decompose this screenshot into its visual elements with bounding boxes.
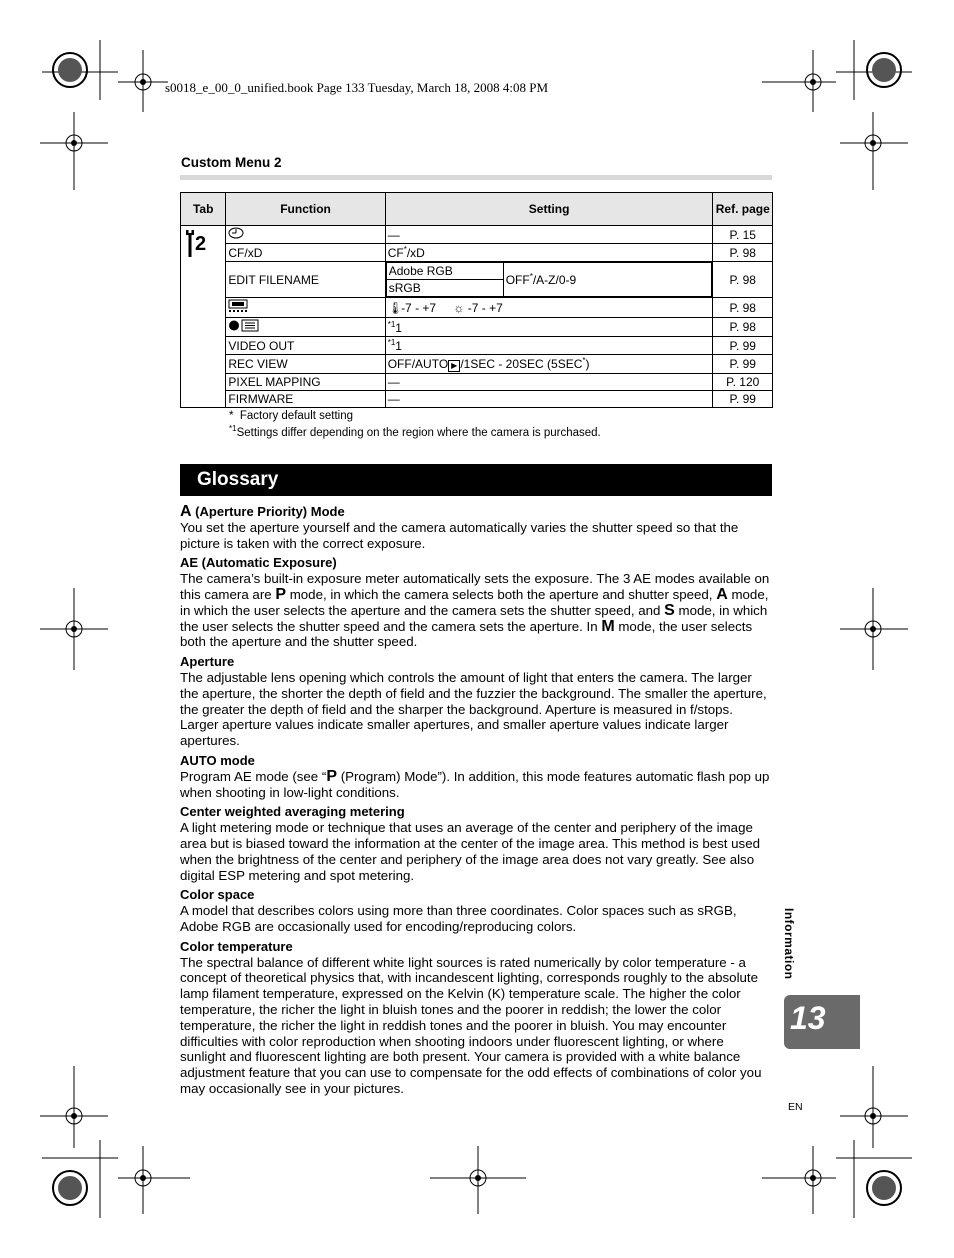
table-row: [181, 226, 773, 244]
setting-cell: [385, 355, 713, 374]
mode-letter: P: [275, 585, 287, 603]
glossary-definition: A model that describes colors using more than three coordinates. Color spaces such as sRGB, Adobe RGB are occasionally used for encoding/reproducing colors.: [180, 903, 737, 934]
setting-cell: [385, 244, 713, 262]
header-function: Function: [226, 193, 385, 226]
mode-letter: A: [716, 585, 728, 603]
header-ref-page: Ref. page: [713, 193, 773, 226]
setting-text: /xD: [406, 246, 425, 260]
glossary-term: AUTO mode: [180, 752, 255, 768]
table-row: [181, 337, 773, 355]
function-cell: VIDEO OUT: [226, 337, 385, 355]
ref-cell: P. 98: [713, 262, 773, 298]
region-note-mark: *1: [387, 338, 396, 347]
custom-menu-table: [180, 192, 773, 408]
color-temp-range: -7 - +7: [401, 300, 437, 315]
setting-cell: [385, 262, 713, 298]
table-row: [181, 391, 773, 408]
glossary-term: [180, 504, 772, 520]
tab-number: 2: [195, 233, 207, 255]
default-mark: *: [582, 356, 586, 365]
tab-cell: [181, 226, 226, 408]
ref-cell: P. 99: [713, 391, 773, 408]
mode-letter: M: [601, 617, 615, 635]
chapter-side-label: Information: [782, 908, 796, 980]
playback-icon: ▶: [448, 360, 460, 372]
footnote-text: Settings differ depending on the region where the camera is purchased.: [236, 426, 601, 439]
chapter-number: 13: [790, 1000, 826, 1036]
table-row: [181, 262, 773, 298]
glossary-definition: A light metering mode or technique that uses an average of the center and periphery of the image area but is biased toward the information at the center of the image area. This method is best used when the brightness of the center and periphery of the image area does not vary greatly. See also digital ESP metering and spot metering.: [180, 820, 760, 883]
color-space-subtable: [386, 262, 713, 297]
clock-icon: [228, 228, 244, 242]
thermometer-icon: 🌡: [387, 300, 403, 315]
glossary-definition: The camera’s built-in exposure meter automatically sets the exposure. The 3 AE modes available on this camera are P mode, in which the camera selects both the aperture and shutter speed, A mode, in which the user selects the aperture and the camera sets the shutter speed, and S mode, in which the user selects the shutter speed and the camera sets the aperture. In M mode, the user selects both the aperture and the shutter speed.: [180, 571, 770, 650]
function-cell: [226, 318, 385, 337]
region-note-mark: *1: [387, 319, 396, 329]
header-setting: Setting: [385, 193, 713, 226]
setting-cell: —: [385, 391, 713, 408]
footnote-region: [229, 424, 601, 439]
filename-setting: [503, 263, 712, 297]
glossary-term: Color space: [180, 887, 255, 903]
table-header-row: [181, 193, 773, 226]
subsetting-srgb: sRGB: [386, 280, 503, 297]
footnote-mark: *: [229, 410, 234, 422]
ref-cell: P. 99: [713, 355, 773, 374]
table-row: [181, 318, 773, 337]
glossary-term: Center weighted averaging metering: [180, 804, 405, 820]
brightness-range: -7 - +7: [467, 300, 503, 315]
glossary-body: [180, 504, 772, 1097]
setting-text: /1SEC - 20SEC (5SEC: [460, 357, 583, 371]
footnote-mark: *1: [229, 424, 237, 433]
language-icon: [228, 321, 260, 335]
mode-letter: S: [664, 601, 675, 619]
glossary-term: Aperture: [180, 654, 235, 670]
sun-icon: ☼: [453, 300, 465, 315]
default-mark: *: [403, 245, 407, 254]
ref-cell: P. 98: [713, 298, 773, 318]
glossary-definition: You set the aperture yourself and the camera automatically varies the shutter speed so that the picture is taken with the correct exposure.: [180, 519, 739, 551]
glossary-definition: Program AE mode (see “P (Program) Mode”). In addition, this mode features automatic flash pop up when shooting in low-light conditions.: [180, 767, 770, 800]
ref-cell: P. 120: [713, 374, 773, 391]
glossary-term: AE (Automatic Exposure): [180, 555, 337, 571]
mode-letter: P: [326, 767, 337, 785]
glossary-term: Color temperature: [180, 938, 293, 954]
book-header-line: s0018_e_00_0_unified.book Page 133 Tuesday, March 18, 2008 4:08 PM: [165, 80, 549, 95]
subsetting-adobe-rgb: Adobe RGB: [386, 263, 503, 280]
glossary-definition: The spectral balance of different white light sources is rated numerically by color temperature - a concept of theoretical physics that, with incandescent lighting, corresponds roughly to the absolute lamp filament temperature, expressed on the Kelvin (K) temperature scale. The higher the color temperature, the richer the light in bluish tones and the poorer in reddish; the lower the color temperature, the richer the light in reddish tones and the poorer in bluish. You may encounter difficulties with color reproduction when shooting indoors under fluorescent lighting, or where sunlight and fluorescent lighting are both present. Your camera is provided with a white balance adjustment feature that you can use to compensate for the odd effects of combinations of color you may occasionally see in your pictures.: [180, 954, 762, 1096]
setting-cell: —: [385, 226, 713, 244]
term-text: (Aperture Priority) Mode: [191, 504, 345, 519]
header-tab: Tab: [181, 193, 226, 226]
footnote-default: [229, 410, 353, 422]
function-cell: EDIT FILENAME: [226, 262, 385, 298]
title-rule: [180, 175, 772, 180]
setting-text: /A-Z/0-9: [532, 273, 577, 287]
setting-text: ): [585, 357, 590, 371]
language-code: EN: [788, 1101, 803, 1113]
setting-text: OFF/AUTO: [387, 357, 449, 371]
setting-cell: [385, 337, 713, 355]
table-row: [181, 355, 773, 374]
mode-letter: A: [180, 503, 192, 520]
wrench-icon: [185, 229, 195, 262]
setting-text: 1: [395, 320, 402, 335]
setting-cell: [385, 298, 713, 318]
function-cell: FIRMWARE: [226, 391, 385, 408]
function-cell: [226, 298, 385, 318]
table-row: [181, 374, 773, 391]
table-row: [181, 244, 773, 262]
glossary-title: Glossary: [197, 469, 279, 490]
function-cell: CF/xD: [226, 244, 385, 262]
ref-cell: P. 15: [713, 226, 773, 244]
default-mark: *: [529, 272, 533, 281]
section-title: Custom Menu 2: [181, 155, 282, 170]
monitor-brightness-icon: [228, 302, 250, 316]
function-cell: REC VIEW: [226, 355, 385, 374]
ref-cell: P. 99: [713, 337, 773, 355]
ref-cell: P. 98: [713, 318, 773, 337]
footnote-text: Factory default setting: [239, 410, 354, 422]
setting-cell: [385, 318, 713, 337]
function-cell: [226, 226, 385, 244]
function-cell: PIXEL MAPPING: [226, 374, 385, 391]
table-row: [181, 298, 773, 318]
setting-text: 1: [395, 339, 402, 353]
setting-text: CF: [387, 246, 404, 260]
glossary-definition: The adjustable lens opening which controls the amount of light that enters the camera. The larger the aperture, the shorter the depth of field and the fuzzier the background. The smaller the aperture, the greater the depth of field and the sharper the background. Aperture is measured in f/stops. Larger aperture values indicate smaller apertures, and smaller aperture values indicate larger apertures.: [180, 669, 767, 749]
setting-text: OFF: [505, 273, 530, 287]
ref-cell: P. 98: [713, 244, 773, 262]
setting-cell: —: [385, 374, 713, 391]
